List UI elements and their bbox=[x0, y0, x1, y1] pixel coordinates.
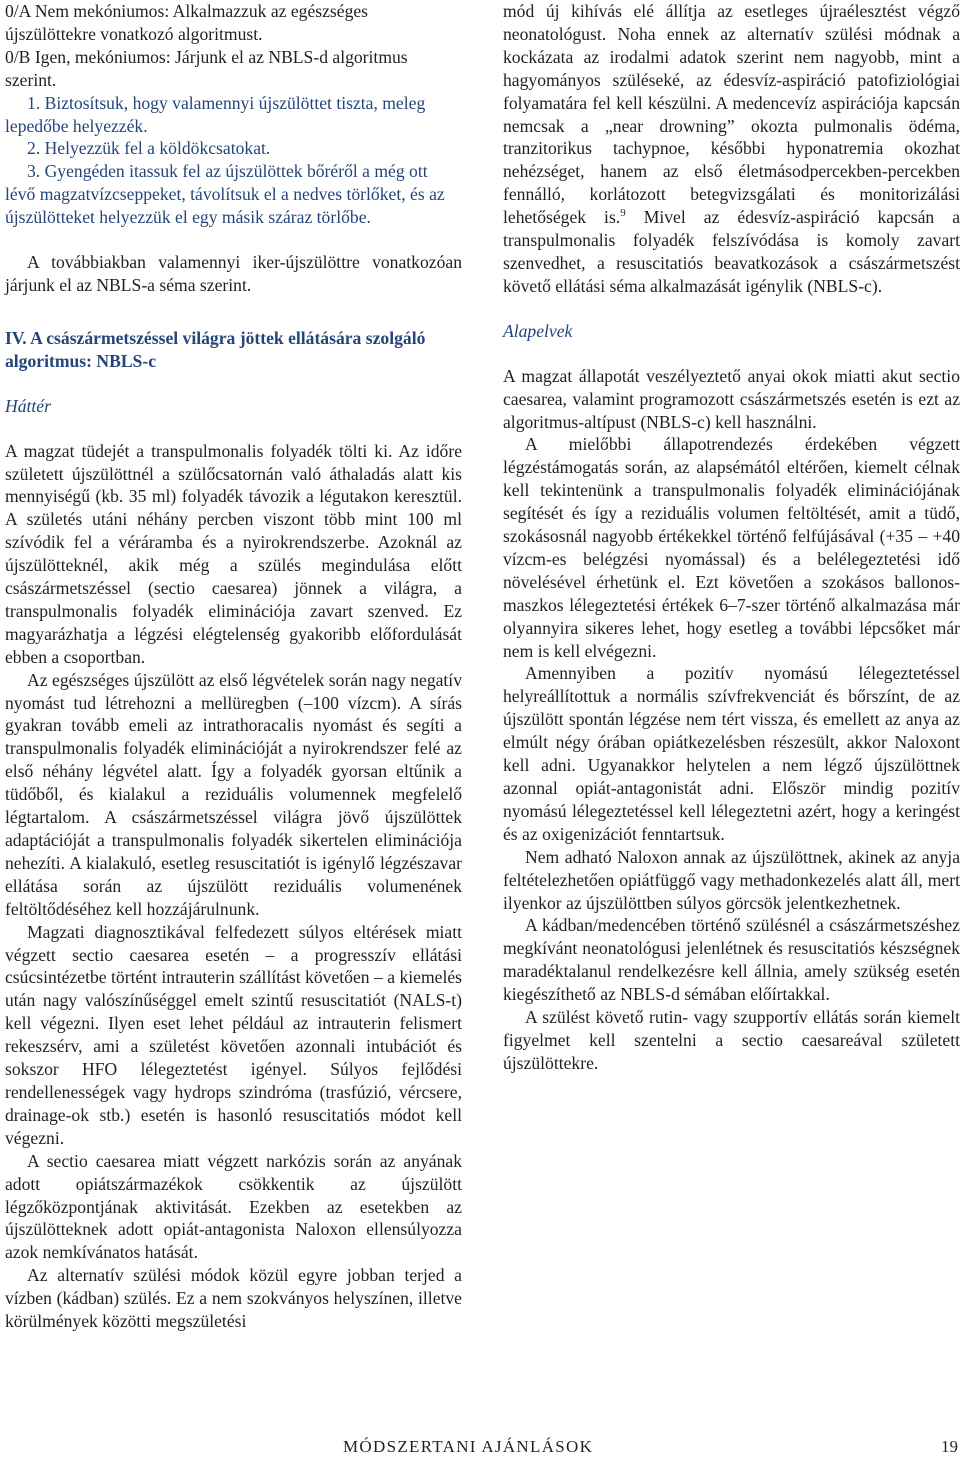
continuation-text: mód új kihívás elé állítja az esetleges újraélesztést végző neonatológust. Noha ennek az alternatív szülési módnak a kockázata az irodalmi adatok szerint nem nagyobb, mint a hagyományos szüléseké, az édesvíz-aspiráció patofiziológiai folyamatára fel kell készülni. A medencevíz aspirációja kapcsán nemcsak a „near drowning” okozta pulmonalis ödéma, tranzitorikus tachypnoe, későbbi hyponatremia okozhat nehézséget, hanem az első életmásodpercekben-percekben fennálló, korlátozott betegvizsgálati és monitorizálási lehetőségek is. bbox=[503, 1, 960, 228]
subheading-hatter: Háttér bbox=[5, 395, 51, 416]
algorithm-steps bbox=[5, 0, 462, 229]
right-column bbox=[503, 0, 960, 1075]
subheading-alapelvek: Alapelvek bbox=[503, 320, 573, 341]
body-paragraph: A magzat tüdejét a transpulmonalis folyadék tölti ki. Az időre született újszülöttnél a szülőcsatornán való áthaladás alatt kis mennyiségű (kb. 35 ml) folyadék távozik a légutakon keresztül. A születés utáni néhány percben viszont több mint 100 ml szívódik fel a véráramba és a nyirokrendszerbe. Azoknál az újszülötteknél, akik még a szülés megindulása előtt császármetszéssel (sectio caesarea) jönnek a világra, a transpulmonalis folyadék eliminációja zavart szenved. Ez magyarázhatja a légzési elégtelenség gyakoribb előfordulását ebben a csoportban. bbox=[5, 440, 462, 667]
body-paragraph: Nem adható Naloxon annak az újszülöttnek, akinek az anyja feltételezhetően opiátfüggő vagy methadonkezelés alatt áll, mert ilyenkor az újszülöttben súlyos görcsök jelentkezhetnek. bbox=[503, 846, 960, 913]
body-paragraph: A szülést követő rutin- vagy szupportív ellátás során kiemelt figyelmet kell szentelni a sectio caesareával született újszülöttekre. bbox=[503, 1007, 960, 1073]
step-0a: 0/A Nem mekóniumos: Alkalmazzuk az egészséges újszülöttekre vonatkozó algoritmust. bbox=[5, 1, 369, 44]
body-paragraph: A sectio caesarea miatt végzett narkózis során az anyának adott opiátszármazékok csökkentik az újszülött légzőközpontjának aktivitását. Ezekben az esetekben az újszülötteknek adott opiát-antagonista Naloxon ellensúlyozza azok nemkívánatos hatását. bbox=[5, 1150, 462, 1263]
body-paragraph: A kádban/medencében történő szülésnél a császármetszéshez megkívánt neonatológusi jelenlétnek és resuscitatiós készségnek maradéktalanul rendelkezésre kell állnia, amely szükség esetén kiegészíthető az NBLS-d sémában előírtakkal. bbox=[503, 915, 960, 1005]
continuation-tail: Mivel az édesvíz-aspiráció kapcsán a transpulmonalis folyadék felszívódása is komoly zavart szenvedhet, a resuscitatiós beavatkozások a császármetszést követő ellátási séma alkalmazását igénylik (NBLS-c). bbox=[503, 207, 960, 296]
page-number: 19 bbox=[941, 1437, 958, 1456]
running-head: MÓDSZERTANI AJÁNLÁSOK bbox=[343, 1437, 594, 1456]
step-0b: 0/B Igen, mekóniumos: Járjunk el az NBLS-d algoritmus szerint. bbox=[5, 46, 408, 90]
step-1: 1. Biztosítsuk, hogy valamennyi újszülöttet tiszta, meleg lepedőbe helyezzék. bbox=[5, 92, 426, 136]
body-paragraph: Az alternatív szülési módok közül egyre jobban terjed a vízben (kádban) szülés. Ez a nem szokványos helyszínen, illetve körülmények közötti megszületési bbox=[5, 1265, 462, 1332]
section-heading: IV. A császármetszéssel világra jöttek ellátására szolgáló algoritmus: NBLS-c bbox=[5, 327, 426, 371]
after-steps-paragraph: A továbbiakban valamennyi iker-újszülöttre vonatkozóan járjunk el az NBLS-a séma szerint. bbox=[5, 252, 462, 295]
continuation-paragraph bbox=[503, 0, 960, 298]
left-column bbox=[5, 0, 462, 1333]
body-paragraph: A magzat állapotát veszélyeztető anyai okok miatti akut sectio caesarea, valamint programozott császármetszés esetén is ezt az algoritmus-altípust (NBLS-c) kell használni. bbox=[503, 365, 960, 432]
body-paragraph: Magzati diagnosztikával felfedezett súlyos eltérések miatt végzett sectio caesarea esetén – a progresszív ellátási csúcsintézetbe történt intrauterin szállítást követően – a kiemelés után nagy valószínűséggel emelt szintű resuscitatiót (NALS-t) kell végezni. Ilyen eset lehet például az intrauterin felismert rekeszsérv, ami a születést követően azonnali intubációt és sokszor HFO lélegeztetést igényel. Súlyos fejlődési rendellenességek vagy hydrops szindróma (trasfúzió, vércsere, drainage-ok stb.) esetén is hasonló resuscitatiós módot kell végezni. bbox=[5, 921, 462, 1148]
step-2: 2. Helyezzük fel a köldökcsatokat. bbox=[27, 138, 271, 159]
reference-marker: 9 bbox=[620, 207, 626, 220]
body-paragraph: A mielőbbi állapotrendezés érdekében végzett légzéstámogatás során, az alapsémától eltérően, kiemelt célnak kell tekintenünk a transpulmonalis folyadék eliminációjának segítését és így a reziduális volumen feltöltését, amit a tüdő, szokásosnál nagyobb értékekkel történő felfújásával (+35 – +40 vízcm-es belégzési nyomással) és a belélegeztetési idő növelésével érhetünk el. Ezt követően a szokásos ballonos-maszkos lélegeztetési értékek 6–7-szer történő alkalmazása már olyannyira sikeres lehet, hogy esetleg a további lépcsőket már nem is kell elvégezni. bbox=[503, 434, 960, 661]
body-paragraph: Amennyiben a pozitív nyomású lélegeztetéssel helyreállítottuk a normális szívfrekvenciát és bőrszínt, de az újszülött spontán légzése nem tért vissza, és emellett az anya az elmúlt négy órában opiátkezelésben részesült, akkor Naloxont kell adni. Ugyanakkor helytelen a nem légző újszülöttnek azonnal opiát-antagonistát adni. Először mindig pozitív nyomású lélegeztetéssel kell lélegeztetni azért, hogy a keringést és az oxigenizációt fenntartsuk. bbox=[503, 663, 960, 844]
step-3: 3. Gyengéden itassuk fel az újszülöttek bőréről a még ott lévő magzatvízcseppeket, távolítsuk el a nedves törlőket, és az újszülötteket helyezzük el egy másik száraz törlőbe. bbox=[5, 161, 445, 228]
page-footer bbox=[0, 1437, 960, 1457]
body-paragraph: Az egészséges újszülött az első légvételek során nagy negatív nyomást tud létrehozni a mellüregben (–100 vízcm). A sírás gyakran tovább emeli az intrathoracalis nyomást és segíti a transpulmonalis folyadék eliminációját a nyirokrendszer felé az első néhány légvétel alatt. Így a folyadék gyorsan eltűnik a tüdőből, és kialakul a reziduális volumennek megfelelő légtartalom. A császármetszéssel világra jövő újszülöttek adaptációját a transpulmonalis folyadék sikertelen eliminációja nehezíti. A kialakuló, esetleg resuscitatiót is igénylő légzészavar ellátása során az újszülött reziduális volumenének feltöltődéséhez kell hozzájárulnunk. bbox=[5, 669, 462, 919]
